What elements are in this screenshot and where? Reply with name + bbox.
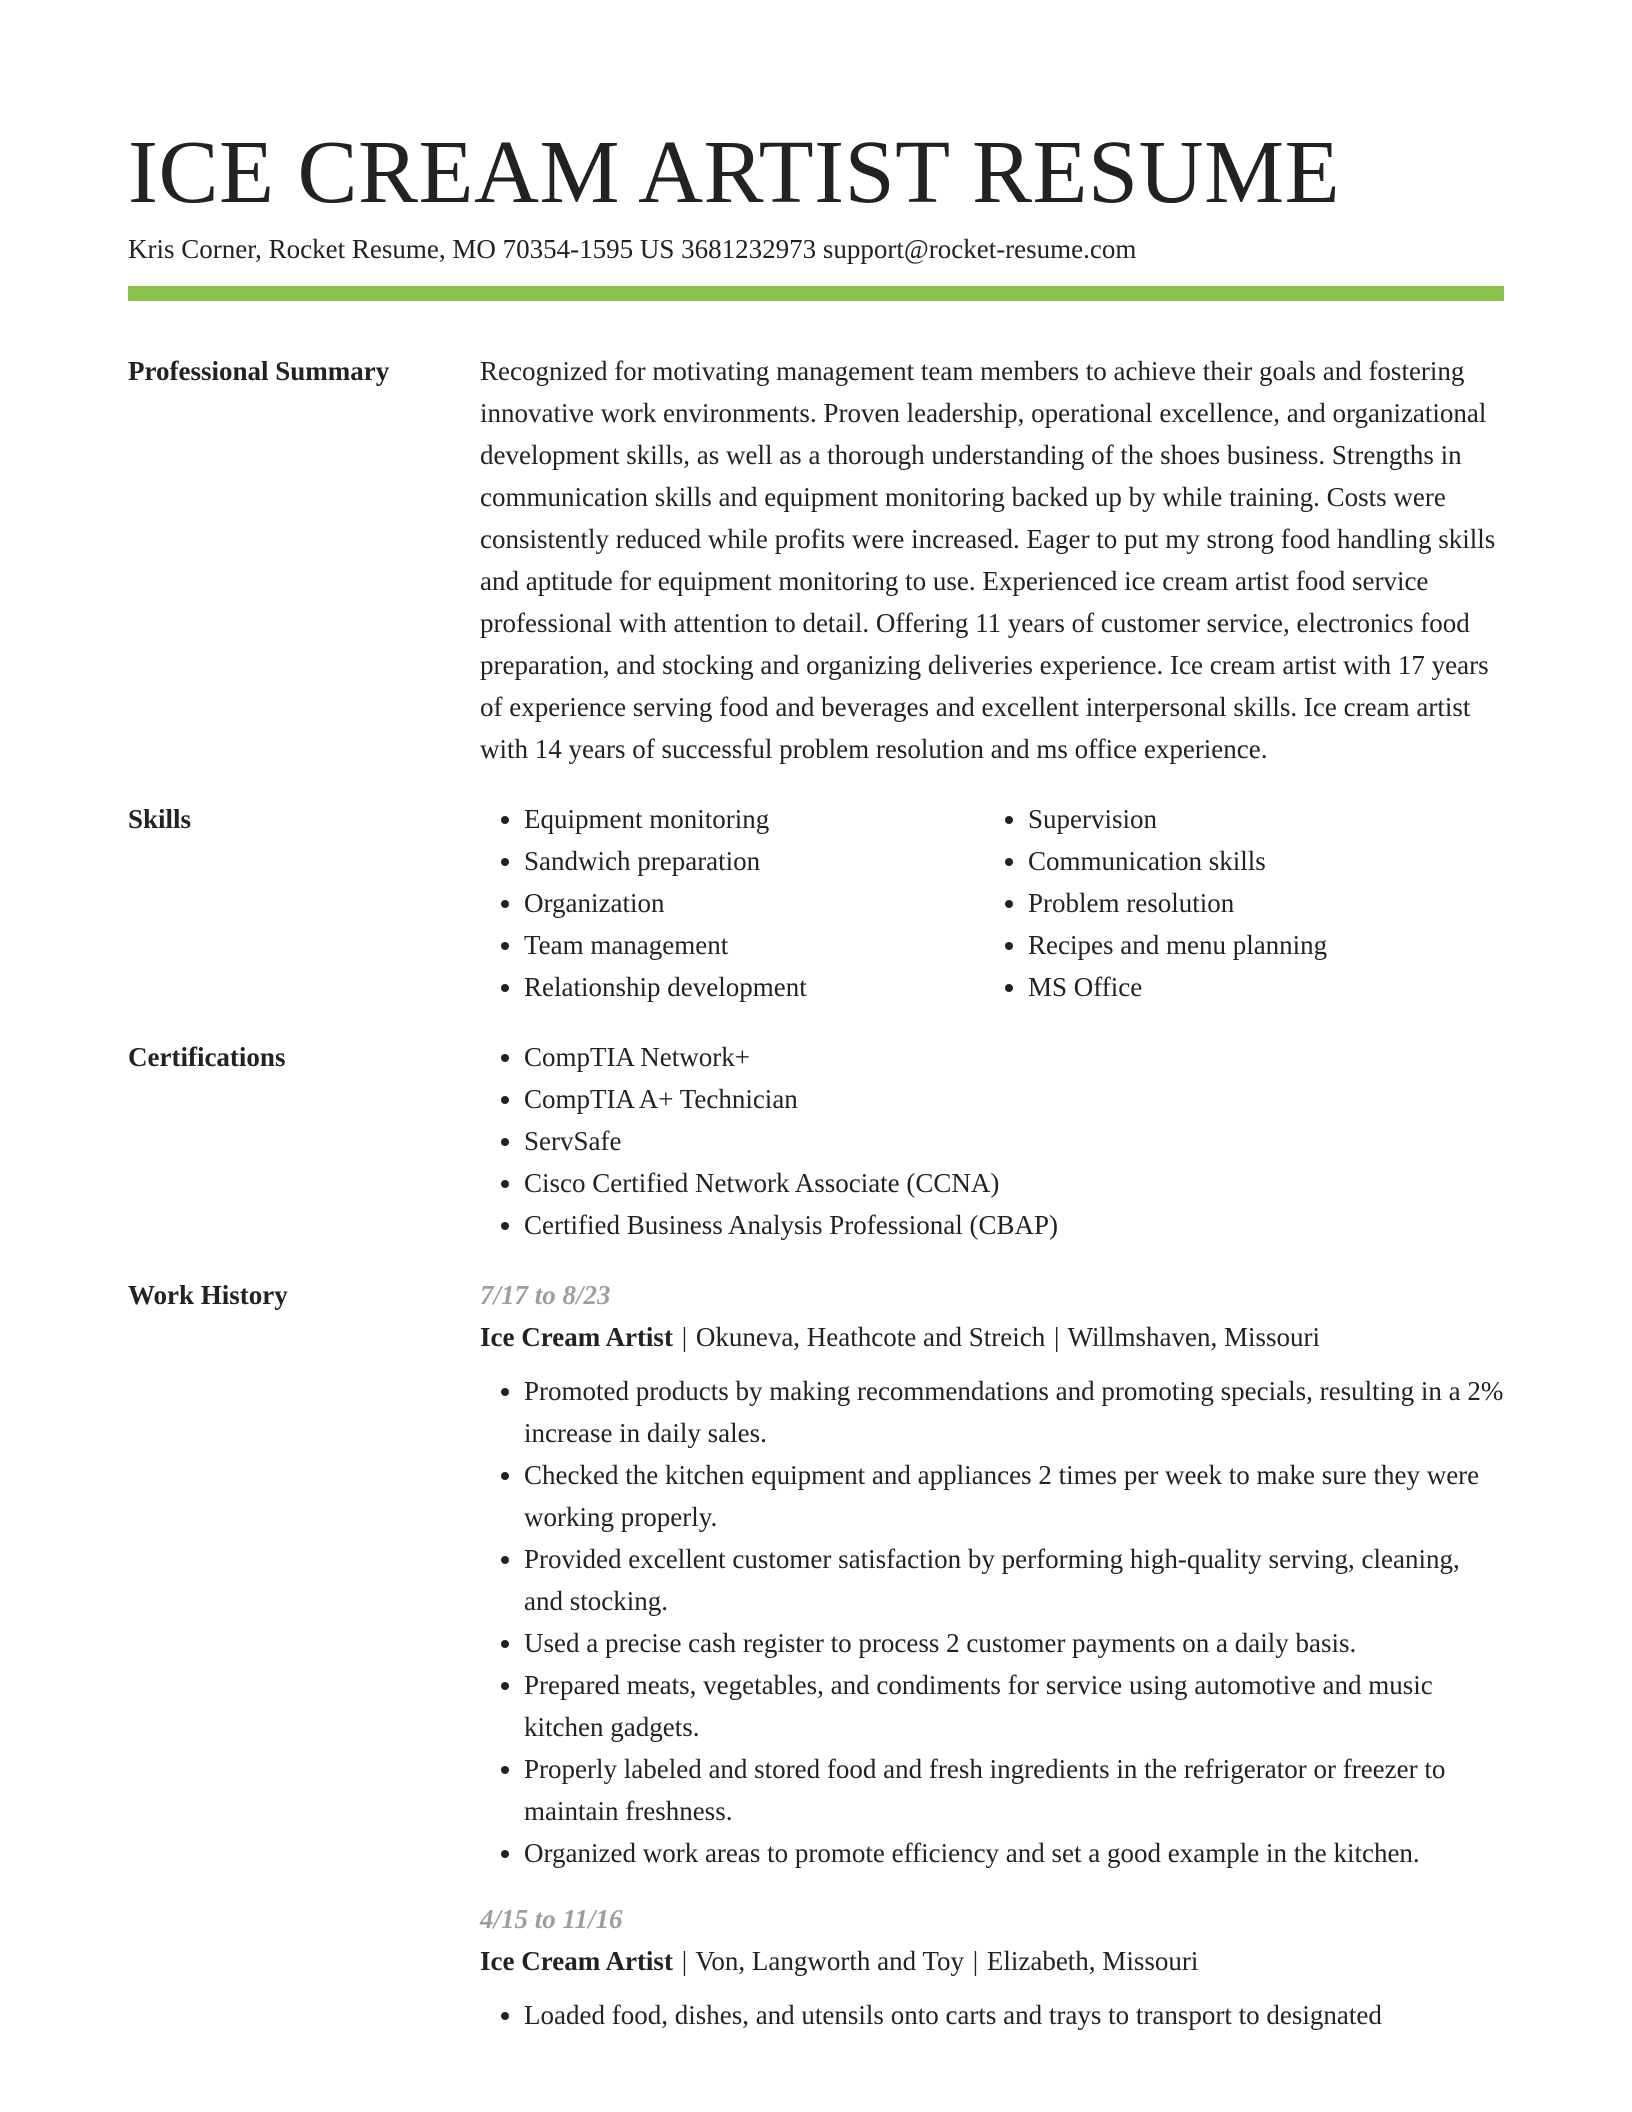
list-item: • Recipes and menu planning xyxy=(1028,924,1488,966)
skills-grid xyxy=(480,798,1504,1008)
job-location: Willmshaven, Missouri xyxy=(1067,1322,1321,1352)
list-item: • Equipment monitoring xyxy=(524,798,984,840)
list-item: • Problem resolution xyxy=(1028,882,1488,924)
section-work-history xyxy=(128,1274,1504,2060)
summary-text: Recognized for motivating management team members to achieve their goals and fostering innovative work environments. Proven leadership, operational excellence, and organizational development skills, as well as a thorough understanding of the shoes business. Strengths in communication skills and equipment monitoring backed up by while training. Costs were consistently reduced while profits were increased. Eager to put my strong food handling skills and aptitude for equipment monitoring to use. Experienced ice cream artist food service professional with attention to detail. Offering 11 years of customer service, electronics food preparation, and stocking and organizing deliveries experience. Ice cream artist with 17 years of experience serving food and beverages and excellent interpersonal skills. Ice cream artist with 14 years of successful problem resolution and ms office experience. xyxy=(480,356,1496,764)
section-label: Professional Summary xyxy=(128,356,390,386)
list-item: • Communication skills xyxy=(1028,840,1488,882)
list-item: • MS Office xyxy=(1028,966,1488,1008)
list-item: • Relationship development xyxy=(524,966,984,1008)
section-label: Certifications xyxy=(128,1042,286,1072)
list-item: • Cisco Certified Network Associate (CCNA) xyxy=(524,1162,1504,1204)
list-item: • Provided excellent customer satisfaction by performing high-quality serving, cleaning, and stocking. xyxy=(524,1538,1504,1622)
section-body xyxy=(480,350,1504,770)
section-professional-summary xyxy=(128,350,1504,770)
skills-column-2 xyxy=(984,798,1488,1008)
section-label: Work History xyxy=(128,1280,288,1310)
skills-column-1 xyxy=(480,798,984,1008)
separator: | xyxy=(681,1946,688,1976)
list-item: • Certified Business Analysis Professional (CBAP) xyxy=(524,1204,1504,1246)
list-item: • Organization xyxy=(524,882,984,924)
list-item: • Promoted products by making recommendations and promoting specials, resulting in a 2% increase in daily sales. xyxy=(524,1370,1504,1454)
job-dates: 7/17 to 8/23 xyxy=(480,1280,611,1310)
section-body xyxy=(480,1036,1504,1246)
resume-sections xyxy=(128,350,1504,2088)
job-entry xyxy=(480,1274,1504,1874)
list-item: • Team management xyxy=(524,924,984,966)
job-company: Von, Langworth and Toy xyxy=(695,1946,964,1976)
job-header xyxy=(480,1316,1504,1358)
list-item: • Loaded food, dishes, and utensils onto carts and trays to transport to designated xyxy=(524,1994,1504,2036)
contact-line: Kris Corner, Rocket Resume, MO 70354-1595 US 3681232973 support@rocket-resume.com xyxy=(128,234,1137,264)
list-item: • CompTIA Network+ xyxy=(524,1036,1504,1078)
job-bullets xyxy=(480,1994,1504,2036)
resume-title: ICE CREAM ARTIST RESUME xyxy=(128,123,1341,222)
job-title: Ice Cream Artist xyxy=(480,1322,673,1352)
job-location: Elizabeth, Missouri xyxy=(986,1946,1199,1976)
header-divider xyxy=(128,286,1504,301)
separator: | xyxy=(681,1322,688,1352)
certifications-list xyxy=(480,1036,1504,1246)
list-item: • Prepared meats, vegetables, and condiments for service using automotive and music kitchen gadgets. xyxy=(524,1664,1504,1748)
list-item: • Sandwich preparation xyxy=(524,840,984,882)
list-item: • ServSafe xyxy=(524,1120,1504,1162)
separator: | xyxy=(1053,1322,1060,1352)
section-skills xyxy=(128,798,1504,1008)
job-dates: 4/15 to 11/16 xyxy=(480,1904,623,1934)
section-certifications xyxy=(128,1036,1504,1246)
list-item: • Checked the kitchen equipment and appliances 2 times per week to make sure they were working properly. xyxy=(524,1454,1504,1538)
separator: | xyxy=(972,1946,979,1976)
list-item: • CompTIA A+ Technician xyxy=(524,1078,1504,1120)
section-body xyxy=(480,1274,1504,2060)
job-company: Okuneva, Heathcote and Streich xyxy=(695,1322,1046,1352)
job-bullets xyxy=(480,1370,1504,1874)
list-item: • Used a precise cash register to process 2 customer payments on a daily basis. xyxy=(524,1622,1504,1664)
job-entry xyxy=(480,1898,1504,2036)
job-title: Ice Cream Artist xyxy=(480,1946,673,1976)
list-item: • Supervision xyxy=(1028,798,1488,840)
list-item: • Properly labeled and stored food and fresh ingredients in the refrigerator or freezer to maintain freshness. xyxy=(524,1748,1504,1832)
job-header xyxy=(480,1940,1504,1982)
list-item: • Organized work areas to promote efficiency and set a good example in the kitchen. xyxy=(524,1832,1504,1874)
section-label: Skills xyxy=(128,804,192,834)
